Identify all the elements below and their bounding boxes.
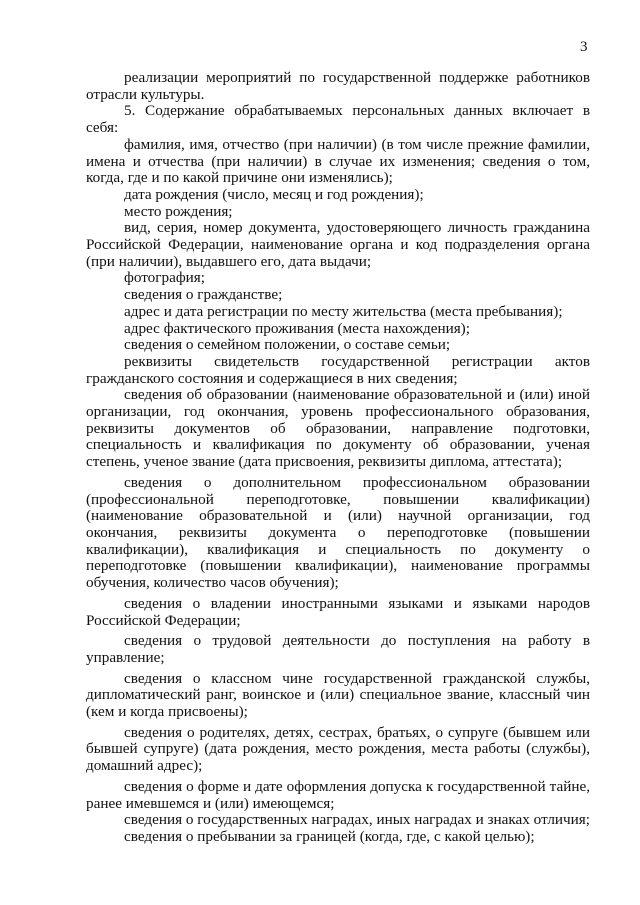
paragraph-13: сведения об образовании (наименование образовательной и (или) иной организации, год окончания, уровень профессионального образования, реквизиты документов об образовании, направление подготовки, специальность и квалификация по документу об образовании, ученая степень, ученое звание (дата присвоения, реквизиты диплома, аттестата); [86,386,590,471]
paragraph-9: адрес и дата регистрации по месту жительства (места пребывания); [124,302,563,320]
paragraph-7: фотография; [124,269,206,287]
paragraph-4: дата рождения (число, месяц и год рождения); [124,185,424,203]
paragraph-6: вид, серия, номер документа, удостоверяющего личность гражданина Российской Федерации, наименование органа и код подразделения органа (при наличии), выдавшего его, дата выдачи; [86,219,590,270]
paragraph-18: сведения о родителях, детях, сестрах, братьях, о супруге (бывшем или бывшей супруге) (дата рождения, место рождения, места работы (службы), домашний адрес); [86,723,590,775]
paragraph-16: сведения о трудовой деятельности до поступления на работу в управление; [86,632,590,666]
paragraph-15: сведения о владении иностранными языками и языками народов Российской Федерации; [86,594,590,629]
paragraph-20: сведения о государственных наградах, иных наградах и знаках отличия; [124,811,591,829]
paragraph-21: сведения о пребывании за границей (когда, где, с какой целью); [124,827,535,845]
paragraph-2: 5. Содержание обрабатываемых персональных данных включает в себя: [86,102,590,137]
paragraph-14: сведения о дополнительном профессиональном образовании (профессиональной переподготовке, повышении квалификации) (наименование образовательной и (или) научной организации, год окончания, реквизиты документа о переподготовке (повышении квалификации), квалификация и специальность по документу о переподготовке (повышении квалификации), наименование программы обучения, количество часов обучения); [86,473,590,592]
paragraph-1: реализации мероприятий по государственной поддержке работников отрасли культуры. [86,69,590,103]
paragraph-17: сведения о классном чине государственной гражданской службы, дипломатический ранг, воинское и (или) специальное звание, классный чин (кем и когда присвоены); [86,669,590,721]
page-number: 3 [580,39,588,55]
paragraph-12: реквизиты свидетельств государственной регистрации актов гражданского состояния и содержащиеся в них сведения; [86,352,590,387]
paragraph-11: сведения о семейном положении, о составе семьи; [124,336,451,354]
paragraph-3: фамилия, имя, отчество (при наличии) (в том числе прежние фамилии, имена и отчества (при наличии) в случае их изменения; сведения о том, когда, где и по какой причине они изменялись); [86,135,590,187]
paragraph-5: место рождения; [124,202,233,220]
paragraph-19: сведения о форме и дате оформления допуска к государственной тайне, ранее имевшемся и (или) имеющемся; [86,777,590,812]
paragraph-10: адрес фактического проживания (места нахождения); [124,319,470,337]
paragraph-8: сведения о гражданстве; [124,286,283,304]
document-body [86,70,590,846]
